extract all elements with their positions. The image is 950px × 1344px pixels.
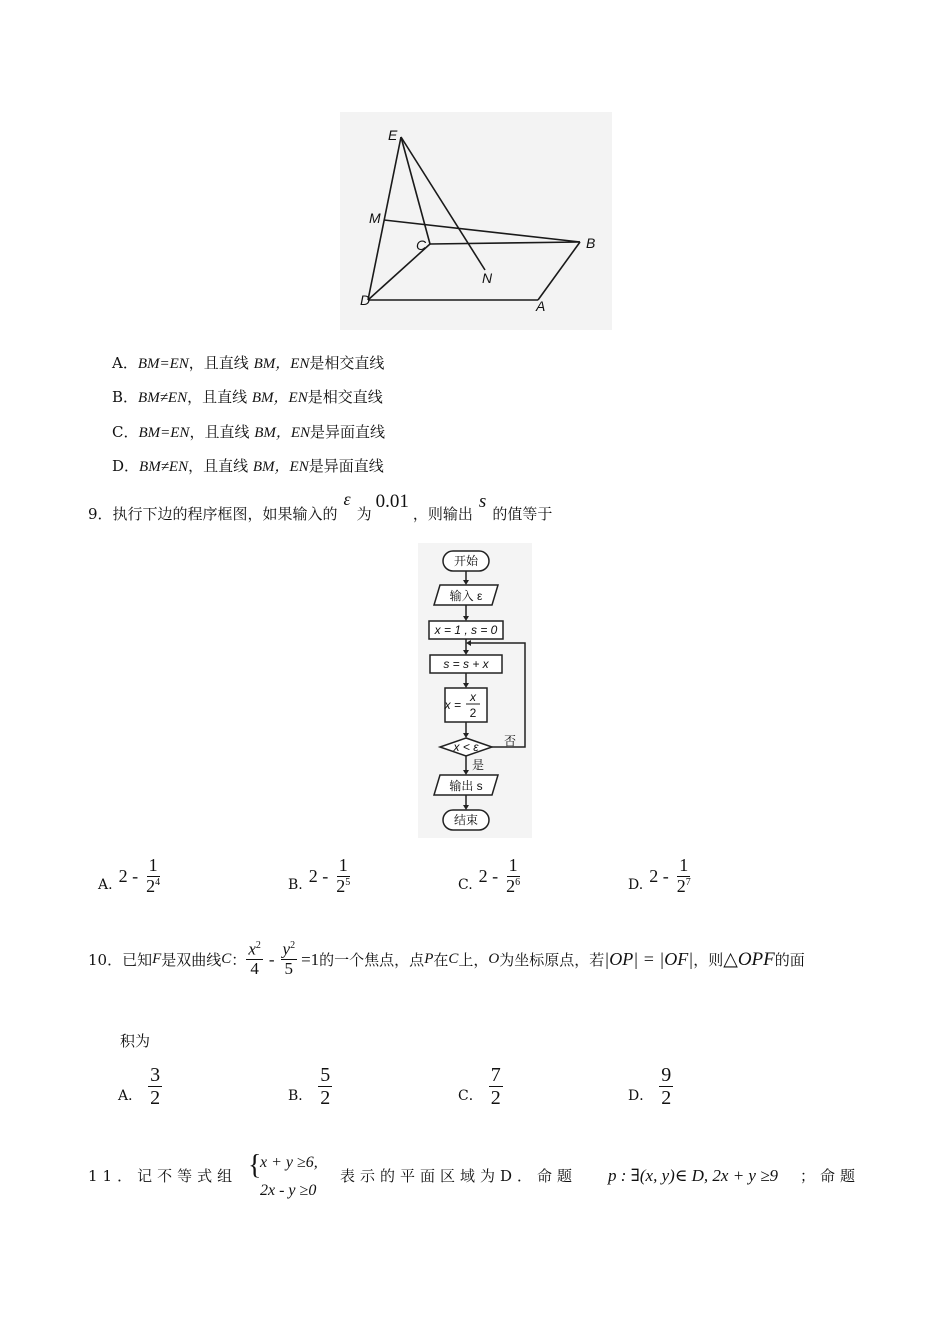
option-desc: 是异面直线 — [308, 457, 384, 475]
q11-text-1: 11．记不等式组 — [88, 1167, 238, 1185]
option-whole: 2 - — [478, 865, 499, 886]
option-denominator: 2 — [320, 1087, 331, 1109]
option-base: 2 — [506, 875, 516, 896]
option-text: ，且直线 — [189, 423, 255, 441]
q9-stem — [88, 489, 553, 525]
option-numerator: 1 — [679, 855, 689, 875]
q10-abs-expr: |OP| = |OF| — [604, 949, 694, 970]
option-whole: 2 - — [308, 865, 329, 886]
q10-text: 的一个焦点，点 — [319, 951, 425, 970]
option-label: C. — [458, 876, 473, 893]
fc-output-label: 输出 s — [449, 779, 483, 793]
q9-option-b — [288, 856, 352, 897]
q10-text: 上， — [458, 951, 489, 970]
option-label: C． — [458, 1088, 483, 1104]
q9-option-c — [458, 856, 522, 897]
point-label-A: A — [536, 298, 546, 314]
q10-option-d — [628, 1064, 673, 1109]
q10-den-5: 5 — [284, 959, 294, 979]
q8-option-d — [112, 455, 384, 476]
option-numerator: 7 — [490, 1064, 501, 1086]
q10-var-C: C — [448, 951, 459, 968]
fc-yes-label: 是 — [472, 758, 485, 772]
q11-text-3: ；命题 — [800, 1167, 861, 1185]
q10-fraction-y — [281, 940, 298, 979]
q10-square: 2 — [255, 940, 261, 951]
point-label-N: N — [482, 270, 493, 286]
q10-var-P: P — [424, 951, 434, 968]
option-desc: 是异面直线 — [310, 423, 386, 441]
option-whole: 2 - — [118, 865, 139, 886]
option-base: 2 — [676, 875, 686, 896]
option-desc: 是相交直线 — [307, 388, 383, 406]
option-lines: BM，EN — [254, 425, 311, 441]
q9-epsilon: ε — [343, 489, 351, 509]
option-numerator: 5 — [320, 1064, 331, 1086]
flowchart — [418, 543, 532, 838]
q10-var-C: C — [221, 951, 232, 968]
q9-text-suffix: 的值等于 — [492, 505, 553, 523]
q10-minus: - — [268, 949, 275, 969]
q9-text-wei: 为 — [356, 505, 372, 523]
option-base: 2 — [336, 875, 346, 896]
fc-no-label: 否 — [504, 734, 517, 748]
q10-option-b — [288, 1064, 332, 1109]
q10-text: 10．已知 — [88, 951, 153, 970]
q8-option-b — [112, 386, 383, 407]
geometry-figure — [340, 112, 612, 330]
q8-option-a — [112, 352, 384, 373]
q10-stem-line2: 积为 — [120, 1032, 151, 1050]
q9-option-d — [628, 856, 693, 897]
option-text: ，且直线 — [187, 388, 252, 406]
option-label: D. — [628, 876, 644, 893]
option-relation: BM=EN — [138, 425, 190, 441]
option-whole: 2 - — [649, 865, 669, 886]
q10-text: 为坐标原点，若 — [499, 951, 605, 970]
q9-s: s — [478, 491, 487, 512]
q10-den-4: 4 — [250, 959, 259, 979]
q10-option-c — [458, 1064, 503, 1109]
fc-init-label: x = 1 , s = 0 — [434, 623, 498, 637]
option-relation: BM=EN — [137, 356, 189, 372]
option-lines: BM，EN — [252, 459, 309, 475]
option-numerator: 1 — [148, 855, 158, 875]
q9-text-mid: ，则输出 — [412, 505, 473, 523]
q10-y: y — [282, 939, 291, 959]
option-exponent: 7 — [685, 876, 691, 888]
point-label-D: D — [360, 292, 371, 308]
option-base: 2 — [146, 875, 156, 896]
q10-square: 2 — [290, 940, 296, 951]
q11-ineq-1: x + y ≥6, — [260, 1154, 318, 1171]
figure-background — [340, 112, 612, 330]
point-label-B: B — [586, 235, 596, 251]
option-text: ，且直线 — [188, 354, 254, 372]
q10-var-F: F — [152, 951, 162, 968]
option-relation: BM≠EN — [138, 390, 188, 406]
option-numerator: 3 — [150, 1064, 161, 1086]
fc-start-label: 开始 — [453, 554, 479, 568]
option-denominator: 2 — [661, 1087, 672, 1109]
option-label: D． — [112, 457, 140, 475]
option-label: D． — [628, 1088, 654, 1104]
option-desc: 是相交直线 — [309, 354, 385, 372]
option-denominator: 2 — [490, 1087, 501, 1109]
q11-ineq-2: 2x - y ≥0 — [260, 1182, 317, 1199]
fc-end-label: 结束 — [453, 813, 479, 827]
point-label-C: C — [416, 237, 427, 253]
option-label: C． — [112, 423, 139, 441]
q10-x: x — [248, 939, 256, 959]
option-exponent: 4 — [155, 876, 161, 888]
q11-brace: { — [248, 1150, 262, 1181]
option-label: B. — [288, 876, 303, 893]
q10-text: ： — [231, 951, 247, 970]
q9-text-prefix: 9．执行下边的程序框图，如果输入的 — [88, 505, 338, 523]
q10-var-O: O — [488, 951, 500, 968]
option-label: B． — [112, 388, 139, 406]
q11-text-2: 表示的平面区域为D．命题 — [340, 1167, 578, 1185]
fc-assign-lhs: x = — [444, 698, 461, 712]
option-label: B． — [288, 1088, 313, 1104]
point-label-M: M — [369, 210, 381, 226]
q10-option-a — [118, 1064, 162, 1109]
q9-option-a — [98, 856, 162, 897]
q8-option-c — [112, 421, 385, 442]
option-lines: BM，EN — [253, 356, 310, 372]
q10-text: ，则 — [693, 951, 724, 970]
option-text: ，且直线 — [188, 457, 253, 475]
option-relation: BM≠EN — [139, 459, 189, 475]
q9-value: 0.01 — [375, 491, 409, 512]
q10-eq: =1 — [301, 949, 320, 969]
option-exponent: 6 — [515, 876, 521, 888]
q10-fraction-x — [246, 940, 263, 979]
fc-condition-label: x < ε — [453, 740, 479, 754]
q10-text: 的面 — [774, 951, 805, 970]
option-numerator: 1 — [338, 855, 348, 875]
fc-assign-den: 2 — [469, 706, 477, 720]
option-denominator: 2 — [150, 1087, 161, 1109]
point-label-E: E — [388, 127, 398, 143]
option-numerator: 9 — [661, 1064, 672, 1086]
fc-sum-label: s = s + x — [443, 657, 489, 671]
q10-text: 在 — [433, 951, 449, 970]
q11-proposition: p : ∃(x, y)∈ D, 2x + y ≥9 — [608, 1166, 779, 1185]
option-numerator: 1 — [508, 855, 518, 875]
option-lines: BM，EN — [251, 390, 308, 406]
option-exponent: 5 — [345, 876, 351, 888]
q10-text: 是双曲线 — [161, 951, 222, 970]
fc-input-label: 输入 ε — [449, 589, 483, 603]
option-label: A． — [118, 1088, 143, 1104]
q10-triangle: △OPF — [723, 949, 775, 971]
fc-assign-num: x — [470, 690, 476, 704]
option-label: A． — [112, 354, 138, 372]
q10-stem — [88, 940, 805, 979]
option-label: A. — [98, 876, 113, 893]
